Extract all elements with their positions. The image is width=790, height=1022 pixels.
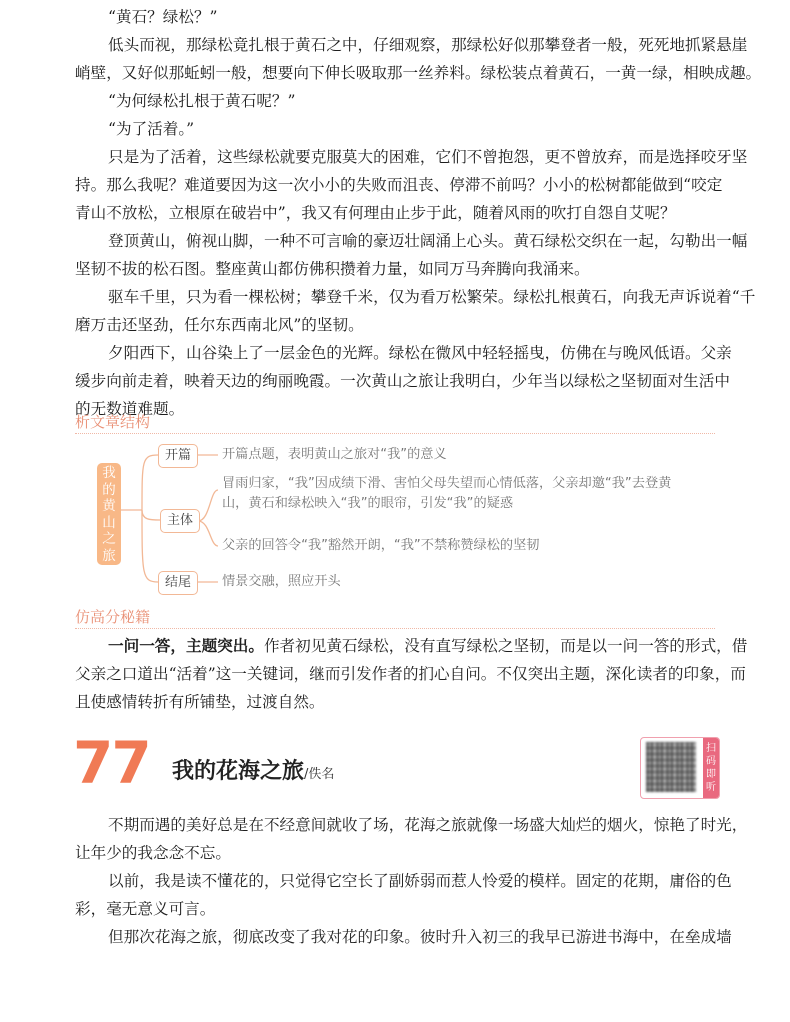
branch-text-body-2: 山，黄石和绿松映入“我”的眼帘，引发“我”的疑惑 — [222, 496, 514, 511]
story-number: 77 — [73, 729, 150, 797]
mind-map-root-label: 我 的 黄 山 之 旅 — [102, 465, 116, 564]
tips-line-1: 一问一答，主题突出。作者初见黄石绿松，没有直写绿松之坚韧，而是以一问一答的形式，借 — [108, 636, 748, 655]
story-76-paragraph-line: 峭壁，又好似那蚯蚓一般，想要向下伸长吸取那一丝养料。绿松装点着黄石，一黄一绿，相映成趣。 — [75, 64, 762, 82]
body-text-connector-1 — [198, 490, 218, 521]
tips-divider — [75, 628, 715, 629]
story-77-paragraph-line: 让年少的我念念不忘。 — [75, 844, 231, 862]
story-76-paragraph-line: 登顶黄山，俯视山脚，一种不可言喻的豪迈壮阔涌上心头。黄石绿松交织在一起，勾勒出一幅 — [108, 232, 748, 250]
qr-tag — [703, 738, 719, 798]
story-76-paragraph-line: 驱车千里，只为看一棵松树；攀登千米，仅为看万松繁荣。绿松扎根黄石，向我无声诉说着“千 — [108, 288, 756, 306]
story-77-paragraph-line: 但那次花海之旅，彻底改变了我对花的印象。彼时升入初三的我早已游进书海中，在垒成墙 — [108, 928, 732, 946]
node-ending: 结尾 — [158, 571, 198, 595]
story-76-paragraph-line: 磨万击还坚劲，任尔东西南北风”的坚韧。 — [75, 316, 364, 334]
story-76-paragraph-line: 持。那么我呢？难道要因为这一次小小的失败而沮丧、停滞不前吗？小小的松树都能做到“咬定 — [75, 176, 723, 194]
story-76-paragraph-line: 只是为了活着，这些绿松就要克服莫大的困难，它们不曾抱怨，更不曾放弃，而是选择咬牙坚 — [108, 148, 748, 166]
story-76-paragraph-line: 坚韧不拔的松石图。整座黄山都仿佛积攒着力量，如同万马奔腾向我涌来。 — [75, 260, 590, 278]
story-76-paragraph-line: 的无数道难题。 — [75, 400, 185, 418]
structure-heading: 析文章结构 — [75, 413, 151, 431]
story-77-paragraph-line: 彩，毫无意义可言。 — [75, 900, 216, 918]
node-opening: 开篇 — [158, 444, 198, 468]
tips-heading: 仿高分秘籍 — [75, 608, 151, 626]
story-77-paragraph-line: 不期而遇的美好总是在不经意间就收了场，花海之旅就像一场盛大灿烂的烟火，惊艳了时光， — [108, 816, 748, 834]
story-76-paragraph-line: 低头而视，那绿松竟扎根于黄石之中，仔细观察，那绿松好似那攀登者一般，死死地抓紧悬崖 — [108, 36, 748, 54]
tips-line-2: 父亲之口道出“活着”这一关键词，继而引发作者的扪心自问。不仅突出主题，深化读者的印象，而 — [75, 665, 746, 683]
qr-card[interactable] — [640, 737, 720, 799]
qr-tag-label: 扫 码 即 听 — [706, 743, 716, 793]
story-76-paragraph-line: “为何绿松扎根于黄石呢？” — [108, 92, 296, 110]
body-text-connector-2 — [198, 521, 218, 546]
story-title: 我的花海之旅/佚名 — [172, 759, 335, 784]
branch-text-ending: 情景交融，照应开头 — [222, 574, 341, 589]
branch-text-body-1: 冒雨归家，“我”因成绩下滑、害怕父母失望而心情低落，父亲却邀“我”去登黄 — [222, 476, 672, 491]
node-body: 主体 — [160, 509, 200, 533]
tips-lead: 一问一答，主题突出。 — [108, 636, 264, 655]
story-77-paragraph-line: 以前，我是读不懂花的，只觉得它空长了副娇弱而惹人怜爱的模样。固定的花期，庸俗的色 — [108, 872, 732, 890]
story-76-paragraph-line: 缓步向前走着，映着天边的绚丽晚霞。一次黄山之旅让我明白，少年当以绿松之坚韧面对生活中 — [75, 372, 730, 390]
branch-text-opening: 开篇点题，表明黄山之旅对“我”的意义 — [222, 447, 447, 462]
branch-connector-end — [142, 510, 158, 582]
mind-map-root — [97, 463, 121, 565]
qr-code-icon[interactable] — [646, 742, 696, 792]
branch-text-body-3: 父亲的回答令“我”豁然开朗，“我”不禁称赞绿松的坚韧 — [222, 538, 540, 553]
tips-line-3: 且使感情转折有所铺垫，过渡自然。 — [75, 693, 325, 711]
story-76-paragraph-line: 青山不放松，立根原在破岩中”，我又有何理由止步于此，随着风雨的吹打自怨自艾呢？ — [75, 204, 676, 222]
story-76-paragraph-line: 夕阳西下，山谷染上了一层金色的光辉。绿松在微风中轻轻摇曳，仿佛在与晚风低语。父亲 — [108, 344, 732, 362]
story-author: /佚名 — [304, 767, 335, 782]
branch-connector-open — [142, 455, 158, 510]
story-76-paragraph-line: “为了活着。” — [108, 120, 195, 138]
branch-connector-body — [142, 510, 160, 520]
story-76-paragraph-line: “黄石？绿松？” — [108, 8, 218, 26]
